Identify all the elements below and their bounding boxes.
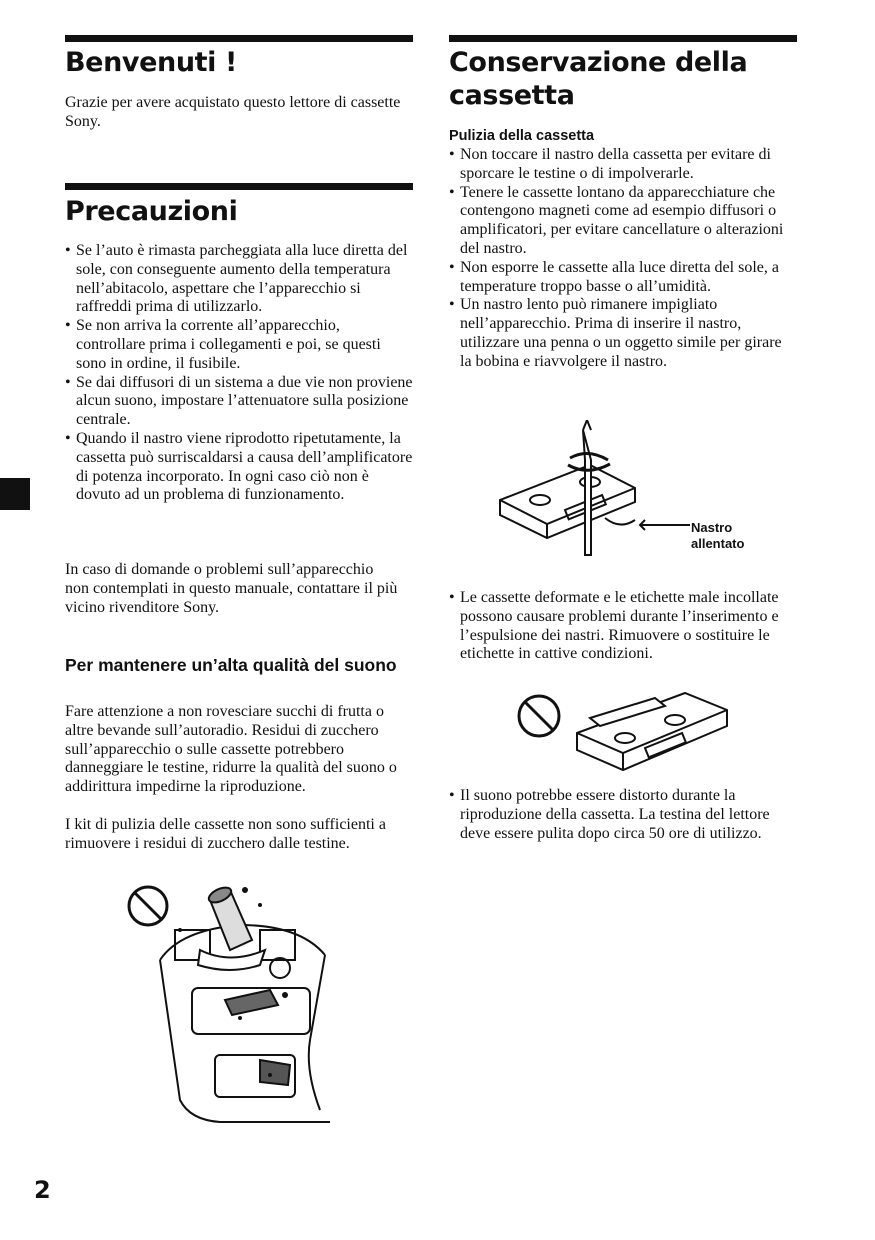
quality-text-2: I kit di pulizia delle cassette non sono sufficienti a rimuovere i residui di zucchero dalle testine. [65, 816, 386, 852]
precautions-list [65, 242, 413, 505]
page-number: 2 [34, 1176, 51, 1204]
quality-text-1: Fare attenzione a non rovesciare succhi di frutta o altre bevande sull’autoradio. Residui di zucchero sull’apparecchio o sulle cassette potrebbero danneggiare le testine, ridurre la qualità del suono o addirittura impedirne la riproduzione. [65, 703, 397, 796]
contact-text: In caso di domande o problemi sull’apparecchio non contemplati in questo manuale, contattare il più vicino rivenditore Sony. [65, 561, 398, 616]
list-item: • Se non arriva la corrente all’apparecchio, controllare prima i collegamenti e poi, se questi sono in ordine, il fusibile. [65, 317, 413, 373]
cleaning-subtitle: Pulizia della cassetta [449, 128, 595, 144]
precautions-rule [65, 183, 413, 190]
list-item: • Non toccare il nastro della cassetta per evitare di sporcare le testine o di impolverarle. [449, 146, 797, 184]
loose-tape-label: Nastro allentato [691, 520, 745, 551]
precautions-title: Precauzioni [65, 196, 238, 227]
storage-list [449, 146, 797, 372]
list-item: • Tenere le cassette lontano da apparecchiature che contengono magneti come ad esempio diffusori o amplificatori, per evitare cancellature o alterazioni del nastro. [449, 184, 797, 259]
list-item: • Un nastro lento può rimanere impigliato nell’apparecchio. Prima di inserire il nastro, utilizzare una penna o un oggetto simile per girare la bobina e riavvolgere il nastro. [449, 296, 797, 371]
storage-list-2 [449, 589, 797, 664]
storage-title: Conservazione della cassetta [449, 47, 748, 111]
section-tab [0, 478, 30, 510]
welcome-text: Grazie per avere acquistato questo lettore di cassette Sony. [65, 94, 401, 130]
deformed-cassette-illustration [515, 688, 730, 778]
drink-spill-illustration [120, 870, 350, 1130]
storage-rule [449, 35, 797, 42]
list-item: • Se dai diffusori di un sistema a due vie non proviene alcun suono, impostare l’attenuatore sulla posizione centrale. [65, 374, 413, 430]
quality-title: Per mantenere un’alta qualità del suono [65, 655, 397, 675]
cassette-pencil-illustration [495, 420, 690, 575]
list-item: • Non esporre le cassette alla luce diretta del sole, a temperature troppo basse o all’umidità. [449, 259, 797, 297]
welcome-rule [65, 35, 413, 42]
list-item: • Se l’auto è rimasta parcheggiata alla luce diretta del sole, con conseguente aumento della temperatura nell’abitacolo, aspettare che l’apparecchio si raffreddi prima di utilizzarlo. [65, 242, 413, 317]
list-item: • Quando il nastro viene riprodotto ripetutamente, la cassetta può surriscaldarsi a causa dell’amplificatore di potenza incorporato. In ogni caso ciò non è dovuto ad un problema di funzionamento. [65, 430, 413, 505]
list-item: • Le cassette deformate e le etichette male incollate possono causare problemi durante l’inserimento e l’espulsione dei nastri. Rimuovere o sostituire le etichette in cattive condizioni. [449, 589, 797, 664]
list-item: • Il suono potrebbe essere distorto durante la riproduzione della cassetta. La testina del lettore deve essere pulita dopo circa 50 ore di utilizzo. [449, 787, 797, 843]
storage-list-3 [449, 787, 797, 843]
welcome-title: Benvenuti ! [65, 47, 237, 78]
